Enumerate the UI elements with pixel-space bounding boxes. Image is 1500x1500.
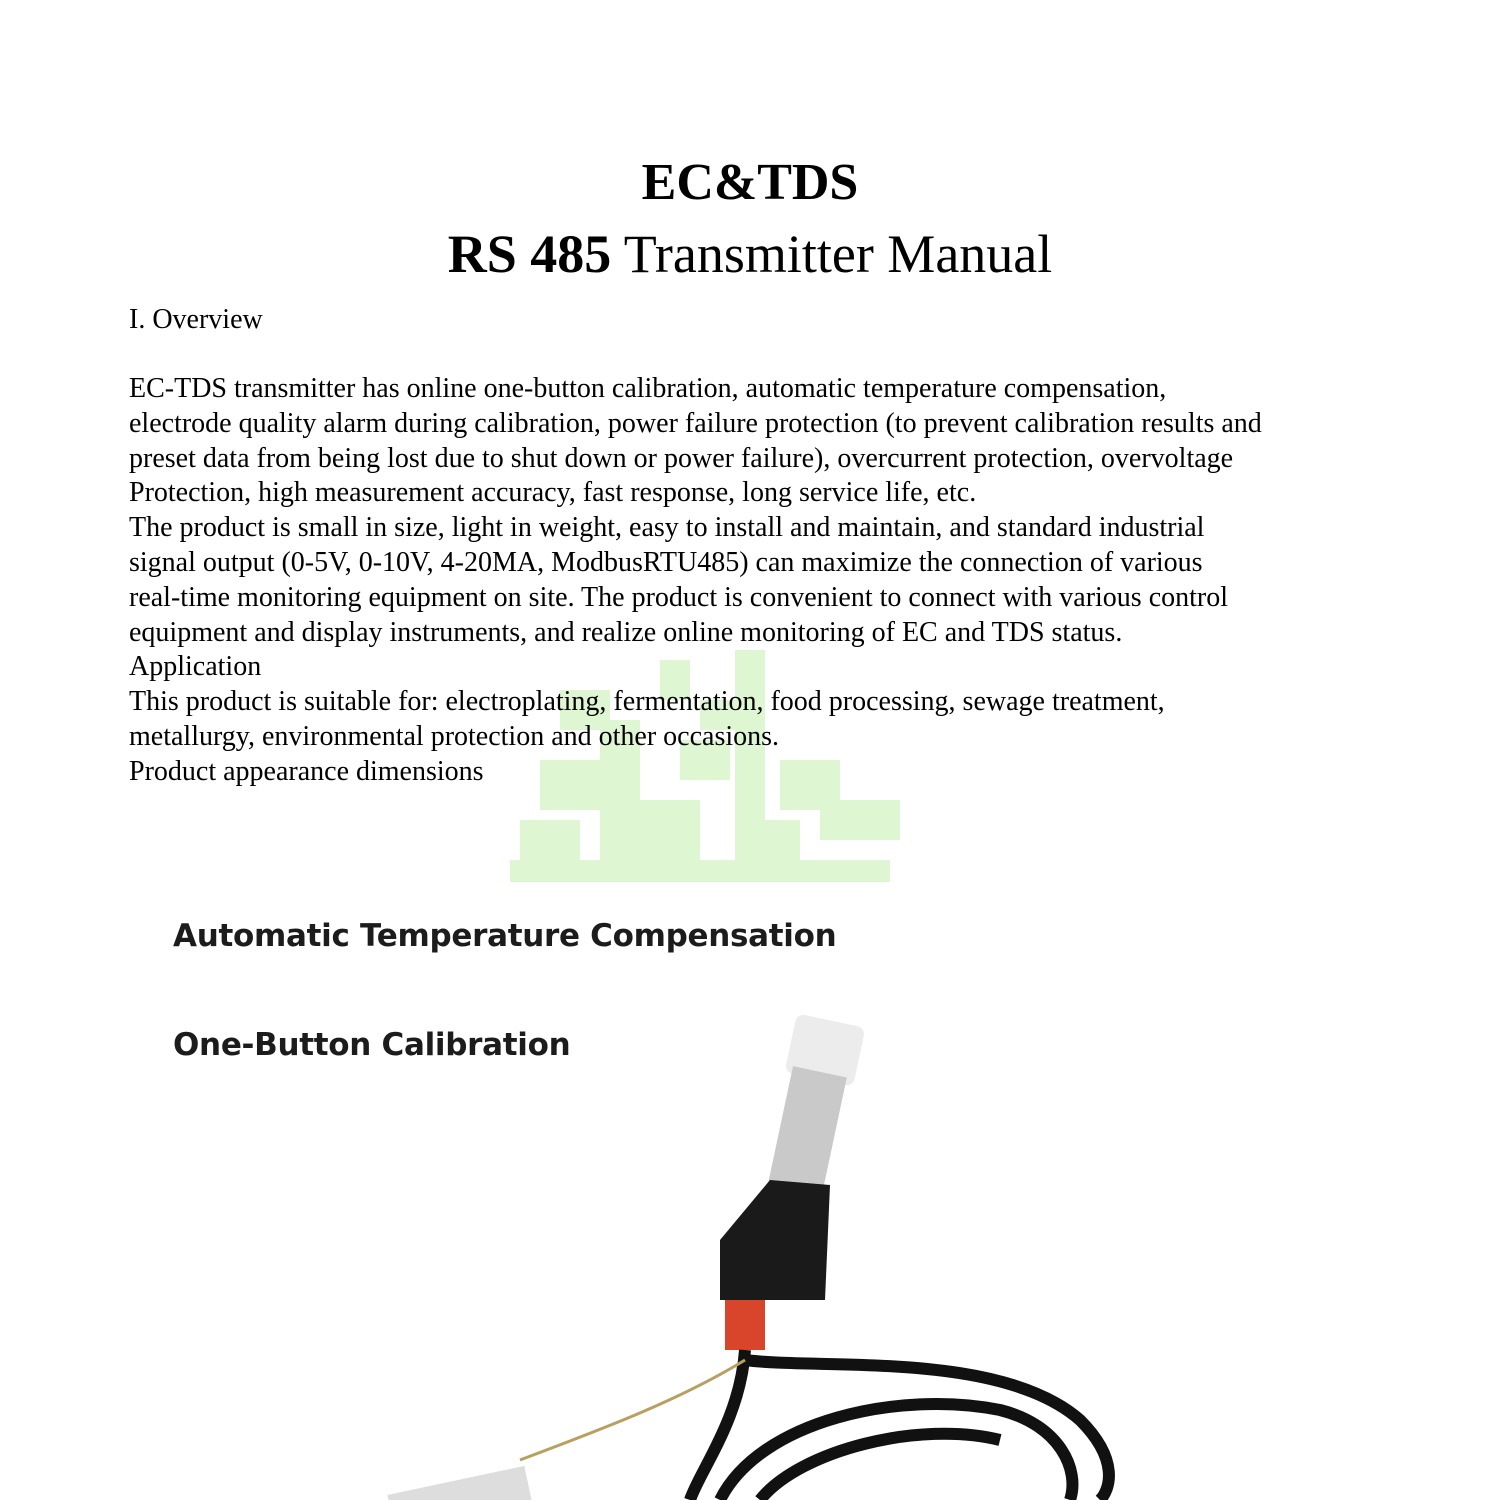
body-line: electrode quality alarm during calibration, power failure protection (to prevent calibration results and [129,407,1262,439]
body-line: The product is small in size, light in weight, easy to install and maintain, and standard industrial [129,512,1205,544]
document-title: EC&TDS [641,154,859,211]
body-line: Protection, high measurement accuracy, fast response, long service life, etc. [129,477,977,509]
body-line: This product is suitable for: electroplating, fermentation, food processing, sewage treatment, [129,686,1165,718]
body-line: signal output (0-5V, 0-10V, 4-20MA, ModbusRTU485) can maximize the connection of various [129,546,1203,578]
body-line: preset data from being lost due to shut down or power failure), overcurrent protection, overvoltage [129,442,1234,474]
body-line: equipment and display instruments, and realize online monitoring of EC and TDS status. [129,616,1123,648]
probe-icon [387,1013,1109,1500]
dimensions-heading: Product appearance dimensions [129,755,484,787]
subtitle-rest: Transmitter Manual [611,224,1053,284]
body-line: EC-TDS transmitter has online one-button calibration, automatic temperature compensation, [129,373,1167,404]
body-line: metallurgy, environmental protection and other occasions. [129,720,780,752]
subtitle-bold: RS 485 [447,224,612,284]
caption-temperature-compensation: Automatic Temperature Compensation [173,918,837,954]
overview-body [129,372,1262,790]
document-subtitle [0,222,1500,286]
body-line: real-time monitoring equipment on site. The product is convenient to connect with various control [129,581,1228,613]
caption-one-button-calibration: One-Button Calibration [173,1027,571,1063]
overview-heading: I. Overview [129,304,263,335]
application-heading: Application [129,651,262,683]
